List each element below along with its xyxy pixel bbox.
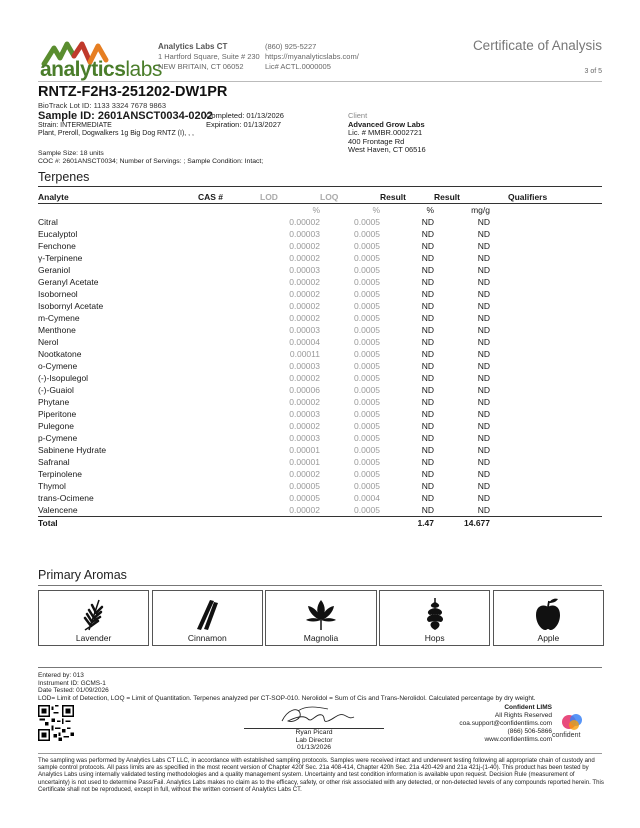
- loq-cell: 0.0005: [354, 361, 380, 371]
- result-percent-cell: ND: [421, 469, 434, 479]
- result-percent-cell: ND: [421, 457, 434, 467]
- lod-cell: 0.00002: [289, 241, 320, 251]
- analyte-cell: Geranyl Acetate: [38, 277, 99, 287]
- loq-cell: 0.0005: [354, 505, 380, 515]
- result-mgg-cell: ND: [477, 277, 490, 287]
- section-divider: [38, 585, 602, 586]
- qualifiers-cell: [490, 216, 602, 228]
- lod-cell: 0.00002: [289, 277, 320, 287]
- cas-cell: [198, 276, 260, 288]
- table-row: [38, 336, 602, 348]
- product-id: RNTZ-F2H3-251202-DW1PR: [38, 84, 228, 100]
- loq-cell: 0.0005: [354, 397, 380, 407]
- table-row: [38, 396, 602, 408]
- instrument-id: Instrument ID: GCMS-1: [38, 679, 106, 687]
- section-divider: [38, 667, 602, 668]
- lod-cell: 0.00002: [289, 253, 320, 263]
- lod-cell: 0.00002: [289, 469, 320, 479]
- lab-contact: [265, 42, 359, 72]
- aroma-card-lavender: [38, 590, 149, 646]
- loq-cell: [320, 517, 380, 530]
- result-percent-cell: ND: [421, 397, 434, 407]
- aroma-card-cinnamon: [152, 590, 263, 646]
- cas-cell: [198, 480, 260, 492]
- table-row: [38, 300, 602, 312]
- result-percent-cell: ND: [421, 433, 434, 443]
- column-header-lod: LOD: [260, 191, 320, 204]
- table-row: [38, 276, 602, 288]
- lab-address-line: NEW BRITAIN, CT 06052: [158, 62, 244, 71]
- sample-id: Sample ID: 2601ANSCT0034-0202: [38, 110, 213, 122]
- result-percent-cell: ND: [421, 409, 434, 419]
- column-header-cas: CAS #: [198, 191, 260, 204]
- table-row: [38, 288, 602, 300]
- result-mgg-cell: ND: [477, 325, 490, 335]
- column-header-qualifiers: Qualifiers: [490, 191, 602, 204]
- lod-cell: 0.00002: [289, 397, 320, 407]
- table-row: [38, 480, 602, 492]
- qualifiers-cell: [490, 312, 602, 324]
- logo-wordmark: analyticslabs: [40, 58, 162, 81]
- table-row: [38, 456, 602, 468]
- qualifiers-cell: [490, 372, 602, 384]
- client-info: [348, 112, 426, 155]
- hops-icon: [420, 596, 450, 632]
- signatory-title: Lab Director: [295, 736, 333, 744]
- table-header-row: [38, 191, 602, 204]
- column-header-loq: LOQ: [320, 191, 380, 204]
- qualifiers-cell: [490, 444, 602, 456]
- sample-dates: [206, 111, 284, 129]
- qualifiers-cell: [490, 288, 602, 300]
- loq-cell: 0.0005: [354, 349, 380, 359]
- analyte-cell: Terpinolene: [38, 469, 82, 479]
- table-row: [38, 372, 602, 384]
- result-mgg-cell: ND: [477, 385, 490, 395]
- qualifiers-cell: [490, 264, 602, 276]
- result-percent-cell: ND: [421, 421, 434, 431]
- cas-cell: [198, 432, 260, 444]
- loq-cell: 0.0005: [354, 229, 380, 239]
- table-row: [38, 444, 602, 456]
- qualifiers-cell: [490, 384, 602, 396]
- lod-cell: 0.00002: [289, 421, 320, 431]
- result-mgg-cell: ND: [477, 361, 490, 371]
- lod-cell: 0.00011: [289, 349, 320, 359]
- aroma-label: Magnolia: [303, 633, 339, 643]
- lab-address-line: 1 Hartford Square, Suite # 230: [158, 52, 260, 61]
- table-row: [38, 360, 602, 372]
- total-label: Total: [38, 517, 198, 530]
- method-note: LOD= Limit of Detection, LOQ = Limit of Quantitation. Terpenes analyzed per CT-SOP-010. Nerolidol = Sum of Cis and Trans-Nerolidol. Calculated percentage by dry weight.: [38, 694, 536, 702]
- result-percent-cell: ND: [421, 373, 434, 383]
- result-mgg-cell: ND: [477, 505, 490, 515]
- loq-cell: 0.0005: [354, 469, 380, 479]
- qualifiers-cell: [490, 456, 602, 468]
- cas-cell: [198, 348, 260, 360]
- table-row: [38, 384, 602, 396]
- unit-loq: %: [372, 205, 380, 215]
- result-mgg-cell: ND: [477, 289, 490, 299]
- qualifiers-cell: [490, 324, 602, 336]
- analyte-cell: trans-Ocimene: [38, 493, 94, 503]
- aroma-card-magnolia: [265, 590, 376, 646]
- result-mgg-cell: ND: [477, 373, 490, 383]
- cas-cell: [198, 444, 260, 456]
- loq-cell: 0.0005: [354, 385, 380, 395]
- result-mgg-cell: ND: [477, 337, 490, 347]
- table-row: [38, 324, 602, 336]
- qualifiers-cell: [490, 300, 602, 312]
- total-row: [38, 517, 602, 530]
- loq-cell: 0.0005: [354, 277, 380, 287]
- analyte-cell: Sabinene Hydrate: [38, 445, 107, 455]
- result-mgg-cell: ND: [477, 217, 490, 227]
- confident-wordmark: confident: [552, 732, 581, 739]
- aroma-label: Lavender: [75, 633, 112, 643]
- client-name: Advanced Grow Labs: [348, 119, 425, 129]
- cas-cell: [198, 384, 260, 396]
- result-mgg-cell: ND: [477, 433, 490, 443]
- loq-cell: 0.0005: [354, 325, 380, 335]
- analyte-cell: (-)-Guaiol: [38, 385, 74, 395]
- result-percent-cell: ND: [421, 301, 434, 311]
- lod-cell: 0.00003: [289, 325, 320, 335]
- result-percent-cell: ND: [421, 349, 434, 359]
- loq-cell: 0.0005: [354, 409, 380, 419]
- strain: Strain: INTERMEDIATE: [38, 122, 112, 129]
- result-mgg-cell: ND: [477, 253, 490, 263]
- cas-cell: [198, 300, 260, 312]
- loq-cell: 0.0004: [354, 493, 380, 503]
- completed-date: Completed: 01/13/2026: [206, 111, 284, 120]
- lod-cell: 0.00003: [289, 433, 320, 443]
- qualifiers-cell: [490, 504, 602, 517]
- section-divider: [38, 186, 602, 187]
- table-row: [38, 468, 602, 480]
- qualifiers-cell: [490, 396, 602, 408]
- analyte-cell: Eucalyptol: [38, 229, 78, 239]
- lims-name: Confident LIMS: [504, 704, 552, 711]
- loq-cell: 0.0005: [354, 457, 380, 467]
- analyte-cell: o-Cymene: [38, 361, 78, 371]
- terpenes-section-title: Terpenes: [38, 170, 90, 184]
- loq-cell: 0.0005: [354, 337, 380, 347]
- cas-cell: [198, 408, 260, 420]
- result-percent-cell: ND: [421, 361, 434, 371]
- cas-cell: [198, 420, 260, 432]
- aroma-card-hops: [379, 590, 490, 646]
- footer-divider: [38, 753, 602, 754]
- aromas-section-title: Primary Aromas: [38, 568, 127, 582]
- header-divider: [38, 81, 602, 82]
- result-percent-cell: ND: [421, 505, 434, 515]
- lod-cell: 0.00002: [289, 301, 320, 311]
- result-percent-cell: ND: [421, 253, 434, 263]
- cas-cell: [198, 468, 260, 480]
- lod-cell: 0.00002: [289, 313, 320, 323]
- analyte-cell: Phytane: [38, 397, 70, 407]
- lod-cell: 0.00002: [289, 505, 320, 515]
- qualifiers-cell: [490, 468, 602, 480]
- lab-name: Analytics Labs CT: [158, 42, 228, 51]
- aroma-card-apple: [493, 590, 604, 646]
- cas-cell: [198, 324, 260, 336]
- result-percent-cell: ND: [421, 241, 434, 251]
- cas-cell: [198, 336, 260, 348]
- magnolia-icon: [304, 596, 338, 632]
- column-header-result-mgg: Result: [434, 191, 490, 204]
- terpenes-table: [38, 191, 602, 529]
- column-header-result-percent: Result: [380, 191, 434, 204]
- confident-logo-icon: [557, 712, 589, 732]
- signature-date: 01/13/2026: [296, 744, 332, 751]
- total-percent: 1.47: [380, 517, 434, 530]
- cas-cell: [198, 456, 260, 468]
- analyte-cell: Citral: [38, 217, 58, 227]
- result-percent-cell: ND: [421, 289, 434, 299]
- cas-cell: [198, 492, 260, 504]
- result-percent-cell: ND: [421, 385, 434, 395]
- lims-email-link[interactable]: coa.support@confidentlims.com: [459, 720, 552, 727]
- loq-cell: 0.0005: [354, 445, 380, 455]
- document-title: Certificate of Analysis: [472, 38, 602, 53]
- table-row: [38, 312, 602, 324]
- qualifiers-cell: [490, 360, 602, 372]
- table-row: [38, 228, 602, 240]
- result-mgg-cell: ND: [477, 445, 490, 455]
- cas-cell: [198, 360, 260, 372]
- cas-cell: [198, 312, 260, 324]
- signature-icon: [278, 703, 358, 729]
- result-mgg-cell: ND: [477, 421, 490, 431]
- client-license: Lic. # MMBR.0002721: [348, 128, 423, 137]
- cas-cell: [198, 240, 260, 252]
- lod-cell: 0.00003: [289, 361, 320, 371]
- lab-website-link[interactable]: https://myanalyticslabs.com/: [265, 52, 359, 61]
- table-row: [38, 264, 602, 276]
- aromas-grid: [38, 590, 604, 646]
- entered-by: Entered by: 013: [38, 672, 84, 679]
- qualifiers-cell: [490, 276, 602, 288]
- lod-cell: 0.00003: [289, 409, 320, 419]
- analyte-cell: Isoborneol: [38, 289, 78, 299]
- result-percent-cell: ND: [421, 493, 434, 503]
- result-mgg-cell: ND: [477, 241, 490, 251]
- analyte-cell: γ-Terpinene: [38, 253, 83, 263]
- qualifiers-cell: [490, 517, 602, 530]
- result-percent-cell: ND: [421, 325, 434, 335]
- loq-cell: 0.0005: [354, 373, 380, 383]
- table-row: [38, 492, 602, 504]
- document-header: [0, 0, 640, 80]
- table-row: [38, 504, 602, 517]
- cas-cell: [198, 264, 260, 276]
- qualifiers-cell: [490, 480, 602, 492]
- loq-cell: 0.0005: [354, 433, 380, 443]
- strain-info: [38, 122, 194, 138]
- lod-cell: 0.00001: [289, 445, 320, 455]
- cas-cell: [198, 252, 260, 264]
- result-mgg-cell: ND: [477, 481, 490, 491]
- lims-info: [459, 704, 552, 744]
- qualifiers-cell: [490, 408, 602, 420]
- client-address: West Haven, CT 06516: [348, 145, 426, 154]
- column-header-analyte: Analyte: [38, 191, 198, 204]
- signatory-name: Ryan Picard: [295, 729, 333, 736]
- table-row: [38, 216, 602, 228]
- result-percent-cell: ND: [421, 481, 434, 491]
- result-percent-cell: ND: [421, 313, 434, 323]
- table-row: [38, 252, 602, 264]
- sample-info: [38, 84, 602, 165]
- sample-size: Sample Size: 18 units: [38, 150, 104, 157]
- result-percent-cell: ND: [421, 229, 434, 239]
- unit-result-mgg: mg/g: [471, 205, 490, 215]
- lod-cell: 0.00005: [289, 481, 320, 491]
- lod-cell: 0.00005: [289, 493, 320, 503]
- aroma-label: Cinnamon: [187, 633, 227, 643]
- analyte-cell: m-Cymene: [38, 313, 80, 323]
- lod-cell: 0.00002: [289, 217, 320, 227]
- analyte-cell: Nerol: [38, 337, 59, 347]
- biotrack-lot-id: BioTrack Lot ID: 1133 3324 7678 9863: [38, 101, 167, 110]
- apple-icon: [533, 596, 563, 632]
- result-percent-cell: ND: [421, 445, 434, 455]
- lims-phone: (866) 506-5866: [507, 728, 552, 735]
- result-mgg-cell: ND: [477, 313, 490, 323]
- lod-cell: 0.00001: [289, 457, 320, 467]
- qr-code-icon[interactable]: [38, 705, 74, 741]
- analyte-cell: Thymol: [38, 481, 66, 491]
- result-mgg-cell: ND: [477, 349, 490, 359]
- loq-cell: 0.0005: [354, 253, 380, 263]
- cas-cell: [198, 517, 260, 530]
- result-mgg-cell: ND: [477, 493, 490, 503]
- unit-lod: %: [312, 205, 320, 215]
- result-mgg-cell: ND: [477, 229, 490, 239]
- analyte-cell: (-)-Isopulegol: [38, 373, 89, 383]
- analyte-cell: Valencene: [38, 505, 78, 515]
- legal-disclaimer: The sampling was performed by Analytics Labs CT LLC, in accordance with established sampling protocols. Samples were received intact and underwent testing following all appropriate chain of custody and sample control protocols. All pass limits are as specified in the most recent version of Chapter 420f Sec. 21a 408-414, Chapter 420h Sec. 21a 420-429 and 21a 421j-(1-40). This product has been tested by Analytics Labs using internally validated testing methodologies and a quality management system. Uncertainty and test condition information is available upon request. Decision Rule (measurement of uncertainty) is not used to determine Pass/Fail. Analytics Labs makes no claim as to the efficacy, safety, or other risk associated with any detected, or non-detected levels of any compounds reported herein. This Certificate shall not be reproduced, except in full, without the written consent of Analytics Labs CT.: [38, 757, 604, 793]
- loq-cell: 0.0005: [354, 265, 380, 275]
- qualifiers-cell: [490, 336, 602, 348]
- analyte-cell: Nootkatone: [38, 349, 82, 359]
- loq-cell: 0.0005: [354, 217, 380, 227]
- lod-cell: 0.00002: [289, 373, 320, 383]
- cas-cell: [198, 288, 260, 300]
- loq-cell: 0.0005: [354, 241, 380, 251]
- client-label: Client: [348, 111, 368, 120]
- result-mgg-cell: ND: [477, 265, 490, 275]
- lab-phone: (860) 925-5227: [265, 42, 317, 51]
- lab-license: Lic# ACTL.0000005: [265, 62, 331, 71]
- expiration-date: Expiration: 01/13/2027: [206, 120, 282, 129]
- unit-result-percent: %: [426, 205, 434, 215]
- lab-info: [158, 42, 260, 72]
- result-percent-cell: ND: [421, 277, 434, 287]
- analyte-cell: Pulegone: [38, 421, 74, 431]
- table-row: [38, 348, 602, 360]
- table-row: [38, 240, 602, 252]
- qualifiers-cell: [490, 492, 602, 504]
- units-row: [38, 204, 602, 217]
- signatory-block: [244, 729, 384, 752]
- analyte-cell: Menthone: [38, 325, 76, 335]
- result-percent-cell: ND: [421, 217, 434, 227]
- lod-cell: 0.00006: [289, 385, 320, 395]
- qualifiers-cell: [490, 432, 602, 444]
- analyte-cell: Geraniol: [38, 265, 71, 275]
- analyte-cell: p-Cymene: [38, 433, 78, 443]
- loq-cell: 0.0005: [354, 289, 380, 299]
- sample-size-info: [38, 150, 263, 166]
- test-metadata: [38, 672, 536, 702]
- result-percent-cell: ND: [421, 265, 434, 275]
- result-mgg-cell: ND: [477, 409, 490, 419]
- cas-cell: [198, 228, 260, 240]
- cas-cell: [198, 504, 260, 517]
- analyte-cell: Safranal: [38, 457, 70, 467]
- lims-rights: All Rights Reserved: [494, 712, 552, 719]
- lims-website-link[interactable]: www.confidentlims.com: [484, 736, 552, 743]
- analyte-cell: Piperitone: [38, 409, 77, 419]
- lod-cell: 0.00003: [289, 229, 320, 239]
- page-number: 3 of 5: [584, 68, 602, 75]
- table-row: [38, 420, 602, 432]
- loq-cell: 0.0005: [354, 313, 380, 323]
- table-row: [38, 408, 602, 420]
- loq-cell: 0.0005: [354, 301, 380, 311]
- cinnamon-icon: [192, 596, 222, 632]
- product-description: Plant, Preroll, Dogwalkers 1g Big Dog RNTZ (I), , ,: [38, 130, 194, 137]
- lod-cell: 0.00004: [289, 337, 320, 347]
- qualifiers-cell: [490, 228, 602, 240]
- date-tested: Date Tested: 01/09/2026: [38, 687, 109, 694]
- aroma-label: Apple: [537, 633, 560, 643]
- loq-cell: 0.0005: [354, 421, 380, 431]
- result-mgg-cell: ND: [477, 301, 490, 311]
- result-mgg-cell: ND: [477, 457, 490, 467]
- analyte-cell: Isobornyl Acetate: [38, 301, 104, 311]
- result-percent-cell: ND: [421, 337, 434, 347]
- qualifiers-cell: [490, 252, 602, 264]
- aroma-label: Hops: [424, 633, 445, 643]
- qualifiers-cell: [490, 240, 602, 252]
- qualifiers-cell: [490, 348, 602, 360]
- lod-cell: [260, 517, 320, 530]
- analyte-cell: Fenchone: [38, 241, 76, 251]
- client-address: 400 Frontage Rd: [348, 136, 405, 146]
- result-mgg-cell: ND: [477, 397, 490, 407]
- qualifiers-cell: [490, 420, 602, 432]
- cas-cell: [198, 216, 260, 228]
- loq-cell: 0.0005: [354, 481, 380, 491]
- lod-cell: 0.00002: [289, 289, 320, 299]
- total-mgg: 14.677: [434, 517, 490, 530]
- result-mgg-cell: ND: [477, 469, 490, 479]
- cas-cell: [198, 396, 260, 408]
- coc-info: COC #: 2601ANSCT0034; Number of Servings: ; Sample Condition: Intact;: [38, 158, 264, 165]
- lavender-icon: [79, 596, 109, 632]
- cas-cell: [198, 372, 260, 384]
- lod-cell: 0.00003: [289, 265, 320, 275]
- table-row: [38, 432, 602, 444]
